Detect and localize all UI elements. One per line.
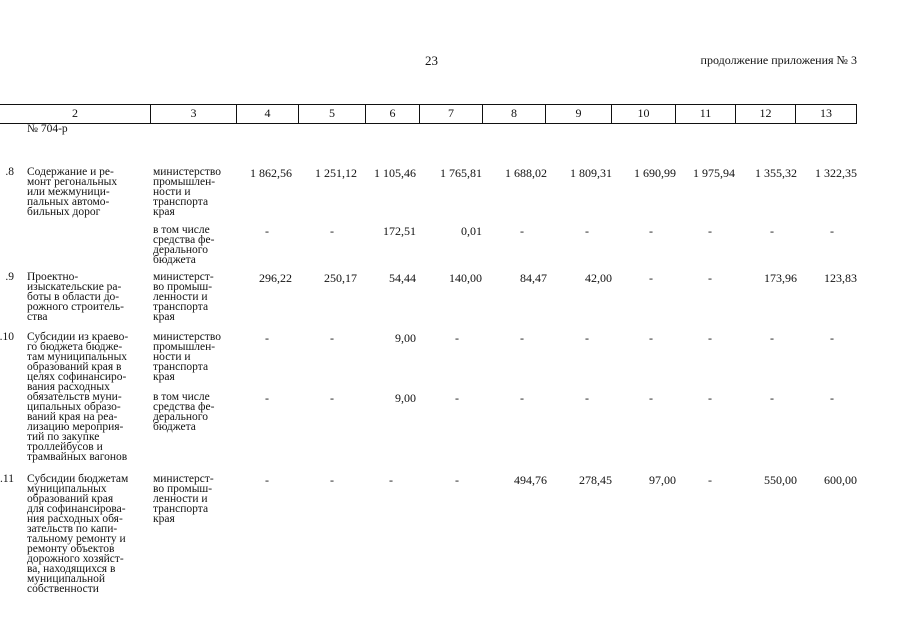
value-cell: - <box>708 331 712 345</box>
header-col-2: 2 <box>72 106 78 120</box>
header-col-12: 12 <box>735 105 795 123</box>
value-cell: - <box>455 391 459 405</box>
row-org: министерство промышлен- ности и транспорта края <box>153 331 221 383</box>
value-cell: - <box>330 391 334 405</box>
value-cell: - <box>649 224 653 238</box>
value-cell: 173,96 <box>764 271 797 285</box>
header-col-11: 11 <box>675 105 735 123</box>
page-number: 23 <box>425 53 438 68</box>
value-cell: - <box>520 331 524 345</box>
table-header <box>0 104 857 124</box>
row-org: министерство промышлен- ности и транспорта края <box>153 166 221 218</box>
header-col-13: 13 <box>795 105 857 123</box>
value-cell: 140,00 <box>449 271 482 285</box>
value-cell: 1 765,81 <box>440 166 482 180</box>
value-cell: 278,45 <box>579 473 612 487</box>
row-name: Субсидии из краево- го бюджета бюдже- там муниципальных образований края в целях софинансиро- вания расходных обязательств муни- ципальных образо- ваний края на реа- лизацию мероприя- тий по закупке троллейбусов и трамвайных вагонов <box>27 331 129 463</box>
value-cell: - <box>265 224 269 238</box>
value-cell: - <box>708 224 712 238</box>
header-col-4: 4 <box>236 105 298 123</box>
cut-off-text: № 704-р <box>27 123 68 135</box>
row-name: Субсидии бюджетам муниципальных образований края для софинансирова- ния расходных обя- зательств по капи- тальному ремонту и ремонту объектов дорожного хозяйст- ва, находящихся в муниципальной собственности <box>27 473 129 595</box>
value-cell: - <box>265 391 269 405</box>
value-cell: - <box>649 331 653 345</box>
value-cell: - <box>330 473 334 487</box>
value-cell: - <box>585 224 589 238</box>
row-name: Проектно- изыскательские ра- боты в области до- рожного строитель- ства <box>27 271 124 323</box>
value-cell: - <box>520 391 524 405</box>
value-cell: 1 975,94 <box>693 166 735 180</box>
value-cell: 123,83 <box>824 271 857 285</box>
row-org: министерст- во промыш- ленности и транспорта края <box>153 271 214 323</box>
value-cell: - <box>830 224 834 238</box>
value-cell: 84,47 <box>520 271 547 285</box>
header-col-9: 9 <box>545 105 611 123</box>
value-cell: 550,00 <box>764 473 797 487</box>
header-col-7: 7 <box>419 105 482 123</box>
value-cell: - <box>330 331 334 345</box>
value-cell: 97,00 <box>649 473 676 487</box>
value-cell: 1 251,12 <box>315 166 357 180</box>
value-cell: 1 688,02 <box>505 166 547 180</box>
header-col-10: 10 <box>611 105 675 123</box>
value-cell: 1 809,31 <box>570 166 612 180</box>
row-number: 10 <box>2 331 14 343</box>
value-cell: - <box>770 331 774 345</box>
header-col-5: 5 <box>298 105 365 123</box>
row-number: 9. <box>5 271 14 283</box>
value-cell: - <box>708 391 712 405</box>
header-col-3: 3 <box>150 105 236 123</box>
value-cell: 0,01 <box>461 224 482 238</box>
value-cell: 9,00 <box>395 391 416 405</box>
value-cell: 1 862,56 <box>250 166 292 180</box>
value-cell: - <box>389 473 393 487</box>
value-cell: 296,22 <box>259 271 292 285</box>
value-cell: 1 690,99 <box>634 166 676 180</box>
value-cell: - <box>649 271 653 285</box>
value-cell: 1 322,35 <box>815 166 857 180</box>
value-cell: - <box>520 224 524 238</box>
value-cell: - <box>708 473 712 487</box>
header-col-6: 6 <box>365 105 419 123</box>
value-cell: - <box>330 224 334 238</box>
header-col-8: 8 <box>482 105 545 123</box>
value-cell: 172,51 <box>383 224 416 238</box>
value-cell: - <box>770 391 774 405</box>
row-number: 8. <box>5 166 14 178</box>
value-cell: 1 355,32 <box>755 166 797 180</box>
value-cell: - <box>649 391 653 405</box>
value-cell: - <box>830 331 834 345</box>
value-cell: - <box>708 271 712 285</box>
value-cell: 9,00 <box>395 331 416 345</box>
value-cell: - <box>585 391 589 405</box>
row-org: министерст- во промыш- ленности и транспорта края <box>153 473 214 525</box>
value-cell: 54,44 <box>389 271 416 285</box>
value-cell: - <box>265 473 269 487</box>
value-cell: - <box>265 331 269 345</box>
row-org: в том числе средства фе- дерального бюджета <box>153 224 215 266</box>
value-cell: - <box>770 224 774 238</box>
value-cell: 42,00 <box>585 271 612 285</box>
row-org: в том числе средства фе- дерального бюджета <box>153 391 215 433</box>
row-number: 11. <box>0 473 14 485</box>
row-name: Содержание и ре- монт регональных или межмуници- пальных автомо- бильных дорог <box>27 166 118 218</box>
value-cell: 494,76 <box>514 473 547 487</box>
continuation-title: продолжение приложения № 3 <box>700 53 857 67</box>
value-cell: - <box>455 473 459 487</box>
value-cell: 600,00 <box>824 473 857 487</box>
value-cell: 250,17 <box>324 271 357 285</box>
value-cell: - <box>585 331 589 345</box>
value-cell: - <box>455 331 459 345</box>
value-cell: 1 105,46 <box>374 166 416 180</box>
value-cell: - <box>830 391 834 405</box>
